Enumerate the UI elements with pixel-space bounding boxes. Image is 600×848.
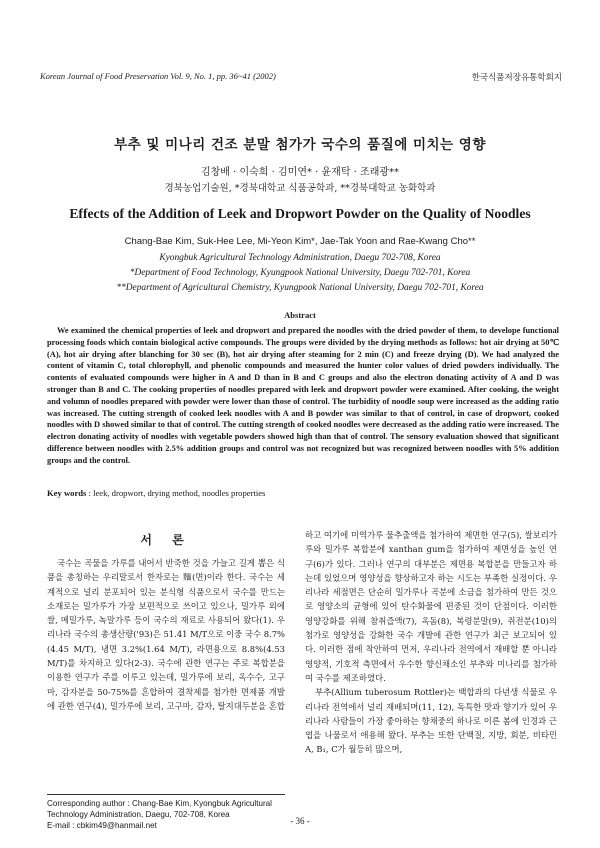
english-title: Effects of the Addition of Leek and Dropwort Powder on the Quality of Noodles [69,206,531,221]
body-paragraph: 국수는 곡물을 가루를 내어서 반죽한 것을 가늘고 길게 뽑은 식품을 총칭하는 우리말로서 한자로는 麵(면)이라 한다. 국수는 세계적으로 널리 분포되어 있는 분식형 식품으로서 국수를 만드는 소재로는 밀가루가 가장 보편적으로 쓰이고 있으나, 밀가루 외에 쌀, 메밀가루, 녹말가루 등이 국수의 재료로 사용되어 왔다(1). 우리나라 국수의 총생산량('93)은 51.41 M/T으로 이중 국수 8.7%(4.45 M/T), 냉면 3.2%(1.64 M/T), 라면용으로 8.8%(4.53 M/T)를 차지하고 있다(2-3). 국수에 관한 연구는 주로 복합분을 이용한 연구가 주를 이루고 있는데, 밀가루에 보리, 옥수수, 고구마, 감자분을 50-75%를 혼합하여 결착제를 첨가한 면제품 개발에 관한 연구(4), 밀가루에 보리, 고구마, 감자, 탈지대두분을 혼합 [47,558,285,711]
keywords [47,488,265,498]
korean-affiliations: 경북농업기술원, *경북대학교 식품공학과, **경북대학교 농화학과 [164,183,436,194]
corresponding-author-note [47,798,287,831]
corresponding-author: Corresponding author : Chang-Bae Kim, Kyongbuk Agricultural Technology Administration, Daegu, 702-708, Korea [47,799,272,819]
english-affiliation-2: *Department of Food Technology, Kyungpook National University, Daegu 702-701, Korea [129,268,471,278]
corresponding-email: E-mail : cbkim49@hanmail.net [47,821,157,830]
english-authors: Chang-Bae Kim, Suk-Hee Lee, Mi-Yeon Kim*, Jae-Tak Yoon and Rae-Kwang Cho** [124,236,476,247]
korean-authors: 김창배 · 이숙희 · 김미연* · 윤재탁 · 조래광** [200,167,400,178]
society-name: 한국식품저장유통학회지 [471,73,562,83]
keywords-list: : leek, dropwort, drying method, noodles properties [86,488,266,498]
korean-title: 부추 및 미나리 건조 분말 첨가가 국수의 품질에 미치는 영향 [114,137,486,153]
abstract-heading: Abstract [284,310,316,320]
abstract-text: We examined the chemical properties of leek and dropwort and prepared the noodles with the dried powder of them, to develope functional processing foods which contain biological active compounds. The groups were divided by the drying methods as follows: hot air drying at 50℃ (A), hot air drying after blanching for 30 sec (B), hot air drying after steaming for 2 min (C) and freeze drying (D). We had analyzed the content of vitamin C, total chlorophyll, and phenolic compounds and measured the hunter color values of dried powders individually. The contents of evaluated compounds were higher in A and D than in B and C groups and also the electron donating activity of A and D was stronger than B and C. The cooking properties of noodles prepared with leek and dropwort powder were examined. After cooking, the weight and volumn of noodles prepared with powder were lower than those of control. The turbidity of noodle soup were increased as the adding ratio was increased. The cutting strength of cooked leek noodles with A and B powder was similar to that of control, in case of dropwort, cooked noodles with D showed similar to that of control. The cutting strength of cooked noodles were decreased as the adding ratio were increased. The electron donating activity of noodles with vegetable powders showed high than that of control. The sensory evaluation showed that significant difference between noodles with 2.5% addition groups and control was not recognized but was recognized between noodles with 5% addition groups and the control. [47,326,559,465]
page-number: - 36 - [290,816,310,826]
body-column-left [47,556,285,713]
keywords-label: Key words [47,488,87,498]
english-affiliation-3: **Department of Agricultural Chemistry, Kyungpook National University, Daegu 702-701, Korea [116,283,484,293]
journal-citation: Korean Journal of Food Preservation Vol. 9, No. 1, pp. 36~41 (2002) [40,71,276,81]
body-column-right [305,528,557,757]
english-affiliation-1: Kyongbuk Agricultural Technology Administration, Daegu 702-708, Korea [159,253,441,263]
footnote-divider [47,794,285,795]
body-paragraph: 하고 여기에 미역가루 물추출액을 첨가하여 제면한 연구(5), 쌀보리가루와 밀가루 복합분에 xanthan gum을 첨가하여 제면성을 높인 연구(6)가 있다. 그러나 연구의 대부분은 제면용 복합분을 만들고자 하는데 있었으며 영양성을 향상하고자 하는 시도는 부족한 실정이다. 우리나라 세점면은 단순히 밀가루나 곡분에 소금을 첨가하여 만든 것으로 영양소의 균형에 있어 탄수화물에 편중된 것이 단점이다. 이러한 영양강화를 위해 참취즙액(7), 옥돔(8), 복령분말(9), 쥐전분(10)의 첨가로 영양성을 강화한 국수 개발에 관한 연구가 최근 보고되어 있다. 이러한 점에 착안하여 먼저, 우리나라 전역에서 재배할 뿐 아니라 영양적, 기호적 측면에서 우수한 향신채소인 부추와 미나리를 첨가하여 국수를 제조하였다. [305,530,557,683]
body-paragraph: 부추(Allium tuberosum Rottler)는 백합과의 다년생 식물로 우리나라 전역에서 널리 재배되며(11, 12), 독특한 맛과 향기가 있어 우리나라 사람들이 가장 좋아하는 향채중의 하나로 이른 봄에 인경과 근엽을 나물로서 애용해 왔다. 부추는 또한 단백질, 지방, 회분, 비타민 A, B₁, C가 월등히 많으며, [305,687,557,755]
section-heading-introduction: 서 론 [140,533,192,547]
